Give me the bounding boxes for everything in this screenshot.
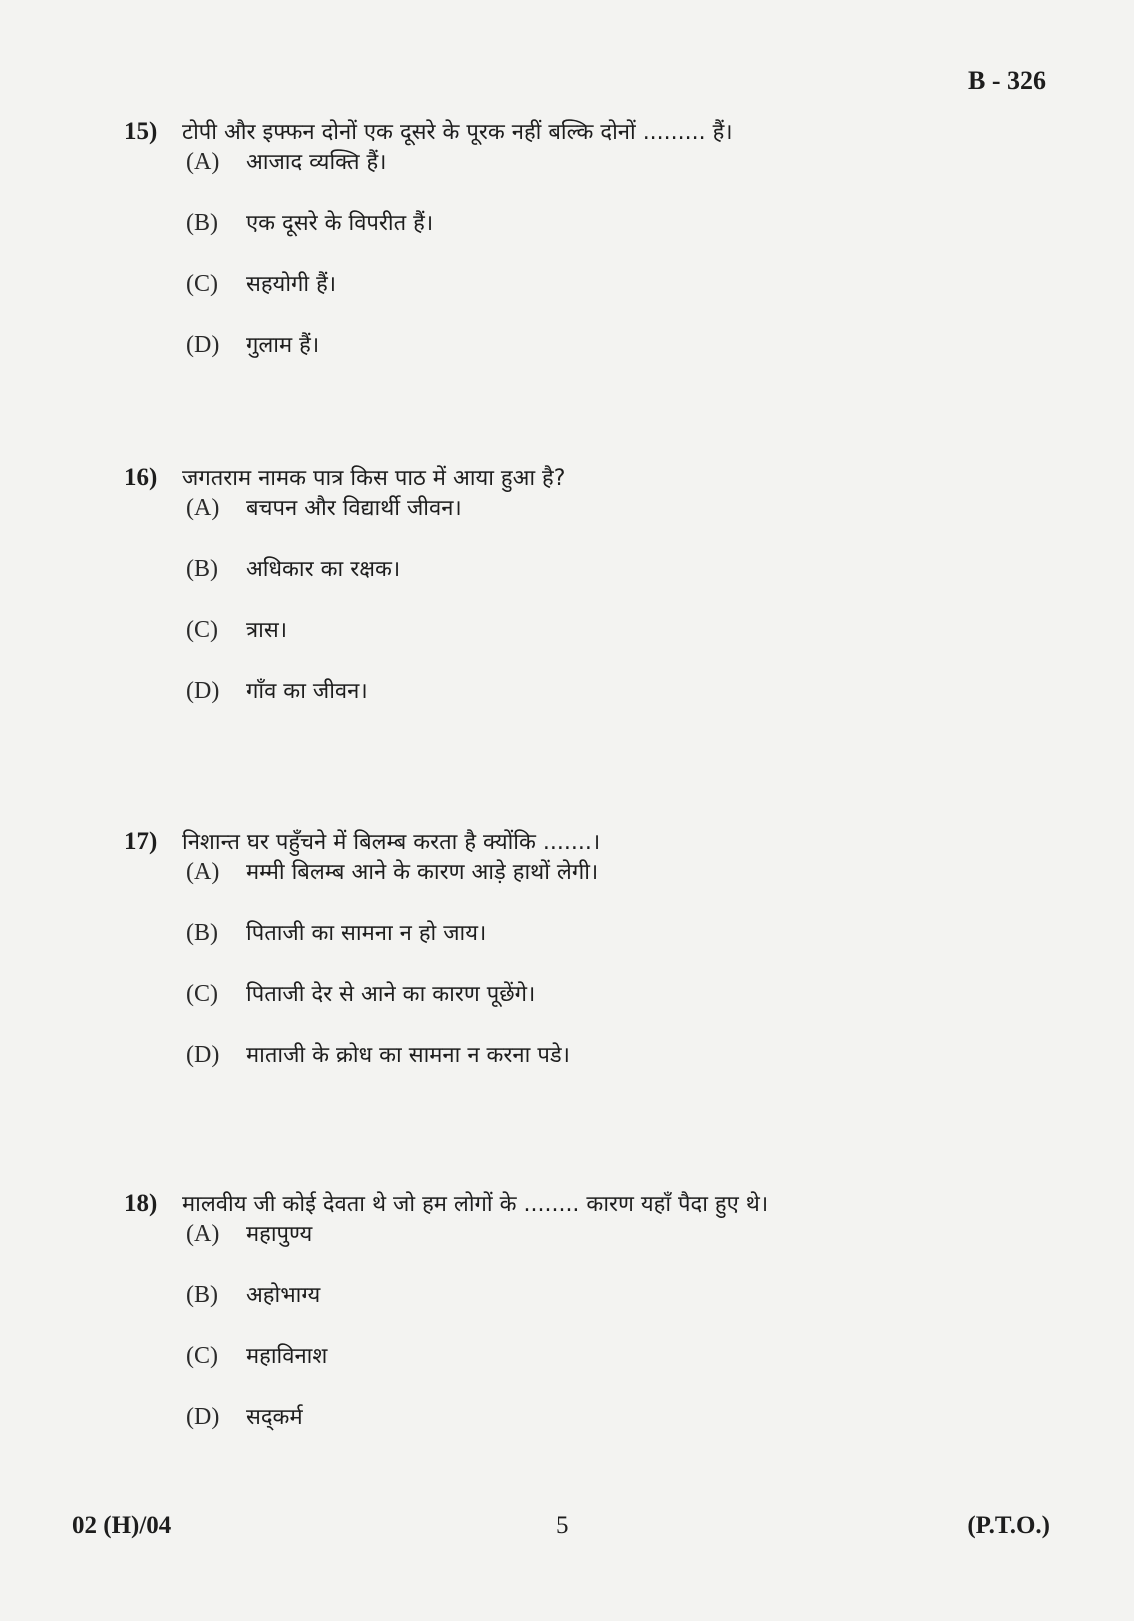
option-d: (D) सद्‌कर्म (186, 1404, 303, 1430)
option-c: (C) महाविनाश (186, 1343, 328, 1369)
option-c: (C) पिताजी देर से आने का कारण पूछेंगे। (186, 981, 536, 1007)
option-b: (B) अधिकार का रक्षक। (186, 556, 401, 582)
option-c: (C) सहयोगी हैं। (186, 271, 337, 297)
footer-paper-id: 02 (H)/04 (72, 1512, 172, 1539)
question-number: 18) (124, 1190, 158, 1217)
please-turn-over: (P.T.O.) (967, 1512, 1050, 1539)
question-text: मालवीय जी कोई देवता थे जो हम लोगों के ........ कारण यहाँ पैदा हुए थे। (182, 1192, 769, 1217)
option-b: (B) एक दूसरे के विपरीत हैं। (186, 210, 434, 236)
question-16 (124, 462, 1024, 736)
option-a: (A) आजाद व्यक्ति हैं। (186, 149, 387, 175)
option-c: (C) त्रास। (186, 617, 288, 643)
option-d: (D) माताजी के क्रोध का सामना न करना पडे। (186, 1042, 570, 1068)
page-number: 5 (556, 1512, 569, 1539)
question-number: 16) (124, 464, 158, 491)
option-d: (D) गुलाम हैं। (186, 332, 320, 358)
question-17 (124, 826, 1024, 1100)
option-a: (A) मम्मी बिलम्ब आने के कारण आड़े हाथों लेगी। (186, 859, 599, 885)
option-a: (A) बचपन और विद्यार्थी जीवन। (186, 495, 462, 521)
paper-code: B - 326 (968, 66, 1046, 95)
question-15 (124, 116, 1024, 390)
question-18 (124, 1188, 1024, 1462)
option-d: (D) गाँव का जीवन। (186, 678, 368, 704)
question-text: निशान्त घर पहुँचने में बिलम्ब करता है क्योंकि .......। (182, 830, 601, 855)
option-a: (A) महापुण्य (186, 1221, 313, 1247)
question-text: टोपी और इफ्फन दोनों एक दूसरे के पूरक नहीं बल्कि दोनों ......... हैं। (182, 120, 733, 145)
option-b: (B) पिताजी का सामना न हो जाय। (186, 920, 487, 946)
question-number: 17) (124, 828, 158, 855)
question-text: जगतराम नामक पात्र किस पाठ में आया हुआ है? (182, 466, 566, 491)
option-b: (B) अहोभाग्य (186, 1282, 321, 1308)
question-number: 15) (124, 118, 158, 145)
